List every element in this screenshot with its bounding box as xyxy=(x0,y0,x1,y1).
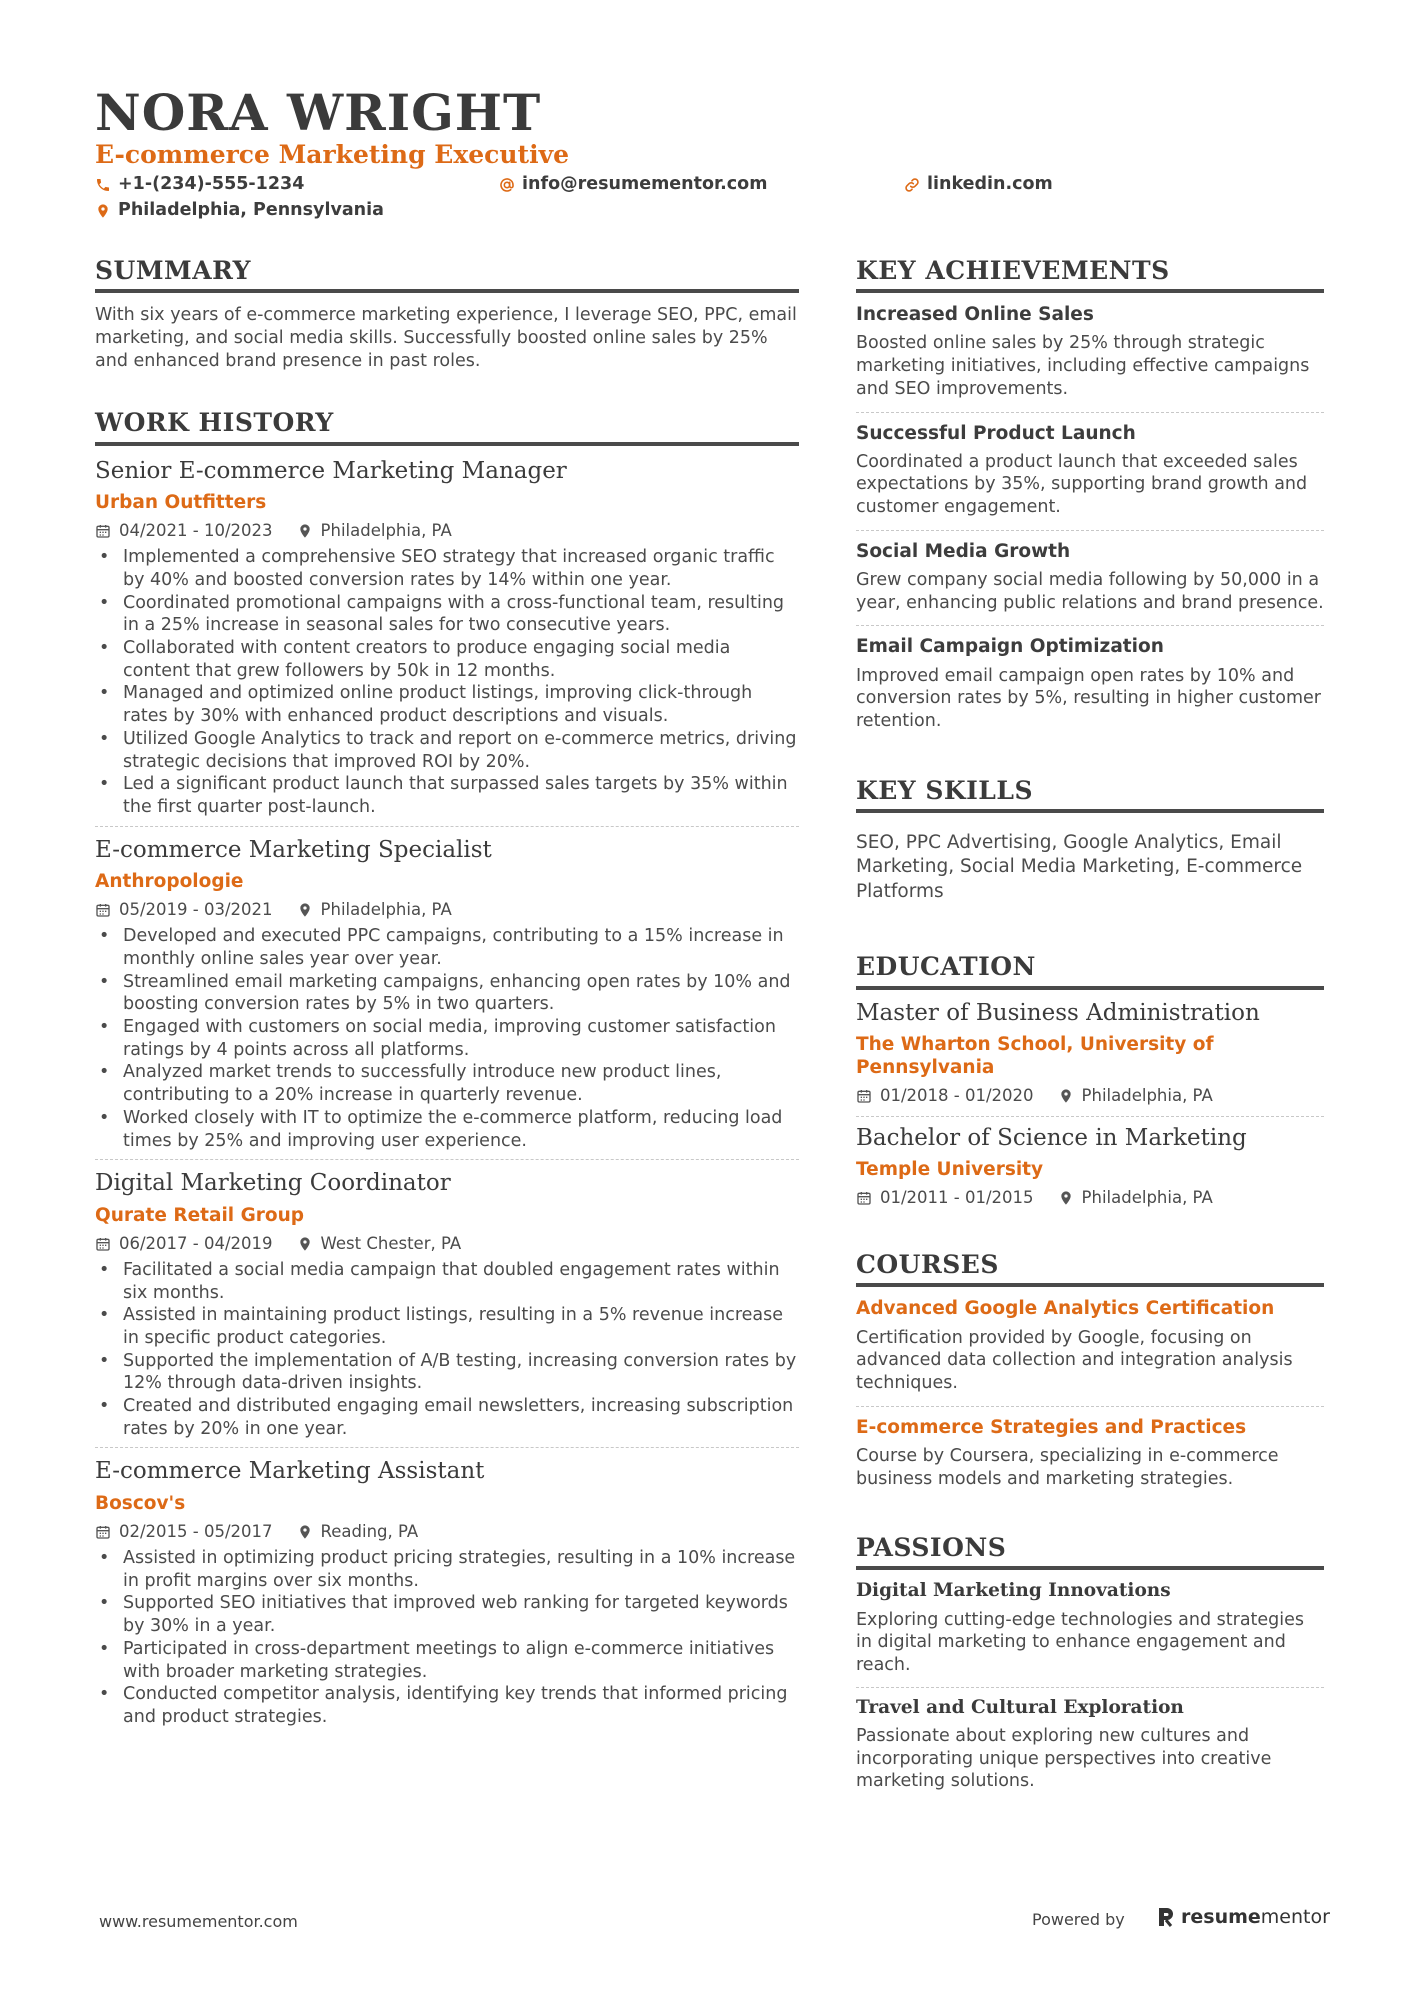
job-location xyxy=(297,1234,462,1254)
summary-heading: SUMMARY xyxy=(95,258,799,293)
footer-url[interactable]: www.resumementor.com xyxy=(99,1912,298,1931)
achievements-heading: KEY ACHIEVEMENTS xyxy=(856,258,1324,293)
right-column xyxy=(856,258,1324,1803)
job-title: Digital Marketing Coordinator xyxy=(95,1170,451,1197)
education-meta xyxy=(856,1086,1324,1106)
job-bullet: • Managed and optimized online product listings, improving click-through rates by 30% with enhanced product descriptions and visuals. xyxy=(95,682,799,727)
location-pin-icon xyxy=(95,203,111,219)
course-item xyxy=(856,1406,1324,1502)
job-title: Senior E-commerce Marketing Manager xyxy=(95,457,567,484)
company-name: Boscov's xyxy=(95,1493,186,1515)
education-meta xyxy=(856,1188,1324,1208)
job-dates-text: 02/2015 - 05/2017 xyxy=(119,1522,273,1542)
job-bullet: • Created and distributed engaging email newsletters, increasing subscription rates by 20% in one year. xyxy=(95,1395,799,1440)
contact-email[interactable] xyxy=(499,176,767,194)
job-meta xyxy=(95,521,799,541)
passion-title: Travel and Cultural Exploration xyxy=(856,1696,1184,1718)
education-list xyxy=(856,992,1324,1218)
education-location-text: Philadelphia, PA xyxy=(1081,1085,1213,1105)
course-title: E-commerce Strategies and Practices xyxy=(856,1416,1247,1438)
job-location xyxy=(297,900,452,920)
degree-name: Bachelor of Science in Marketing xyxy=(856,1124,1247,1151)
company-name: Urban Outfitters xyxy=(95,492,267,514)
brand-logo[interactable] xyxy=(1157,1906,1330,1928)
achievement-item xyxy=(856,530,1324,626)
brand-text-bold: resume xyxy=(1181,1906,1261,1928)
summary-text: With six years of e-commerce marketing experience, I leverage SEO, PPC, email marketing, and social media skills. Successfully boosted online sales by 25% and enhanced brand presence in past roles. xyxy=(95,305,797,371)
passion-item xyxy=(856,1687,1324,1803)
achievement-title: Email Campaign Optimization xyxy=(856,636,1164,658)
company-name: Qurate Retail Group xyxy=(95,1204,305,1226)
job-entry xyxy=(95,1447,799,1735)
achievement-item xyxy=(856,625,1324,743)
job-entry xyxy=(95,826,799,1160)
email-text[interactable]: info@resumementor.com xyxy=(522,174,768,194)
job-bullet: • Utilized Google Analytics to track and report on e-commerce metrics, driving strategic decisions that improved ROI by 20%. xyxy=(95,728,799,773)
job-bullet: • Developed and executed PPC campaigns, contributing to a 15% increase in monthly online sales year over year. xyxy=(95,925,799,970)
calendar-icon xyxy=(856,1088,872,1104)
education-location xyxy=(1058,1188,1213,1208)
passions-section xyxy=(856,1535,1324,1803)
contact-linkedin[interactable] xyxy=(904,176,1053,194)
skills-text: SEO, PPC Advertising, Google Analytics, Email Marketing, Social Media Marketing, E-commerce Platforms xyxy=(856,831,1303,902)
job-location xyxy=(297,1522,419,1542)
job-list xyxy=(95,458,799,1736)
achievements-section xyxy=(856,258,1324,744)
calendar-icon xyxy=(856,1190,872,1206)
job-location-text: West Chester, PA xyxy=(320,1234,462,1254)
calendar-icon xyxy=(95,1524,111,1540)
job-bullets xyxy=(95,925,799,1152)
job-dates-text: 06/2017 - 04/2019 xyxy=(119,1234,273,1254)
education-location xyxy=(1058,1086,1213,1106)
job-bullet: • Facilitated a social media campaign that doubled engagement rates within six months. xyxy=(95,1259,799,1304)
job-bullet: • Streamlined email marketing campaigns, enhancing open rates by 10% and boosting conversion rates by 5% in two quarters. xyxy=(95,971,799,1016)
passion-list xyxy=(856,1571,1324,1803)
school-name: Temple University xyxy=(856,1159,1044,1181)
brand-text xyxy=(1181,1906,1330,1928)
job-location xyxy=(297,521,452,541)
job-dates-text: 04/2021 - 10/2023 xyxy=(119,521,273,541)
job-bullet: • Led a significant product launch that surpassed sales targets by 35% within the first quarter post-launch. xyxy=(95,773,799,818)
job-bullet: • Coordinated promotional campaigns with a cross-functional team, resulting in a 25% increase in seasonal sales for two consecutive years. xyxy=(95,592,799,637)
left-column xyxy=(95,258,799,1736)
achievement-item xyxy=(856,412,1324,530)
brand-text-light: mentor xyxy=(1260,1906,1330,1928)
passion-text: Exploring cutting-edge technologies and strategies in digital marketing to enhance engagement and reach. xyxy=(856,1609,1305,1676)
job-bullet: • Supported SEO initiatives that improved web ranking for targeted keywords by 30% in a year. xyxy=(95,1592,799,1637)
passion-title: Digital Marketing Innovations xyxy=(856,1580,1171,1602)
achievement-text: Coordinated a product launch that exceeded sales expectations by 35%, supporting brand growth and customer engagement. xyxy=(856,451,1308,518)
summary-section xyxy=(95,258,799,372)
location-pin-icon xyxy=(1058,1088,1074,1104)
job-bullets xyxy=(95,546,799,818)
course-item xyxy=(856,1288,1324,1405)
candidate-role: E-commerce Marketing Executive xyxy=(95,140,570,169)
job-bullet: • Participated in cross-department meetings to align e-commerce initiatives with broader marketing strategies. xyxy=(95,1638,799,1683)
job-dates xyxy=(95,900,273,920)
job-bullet: • Engaged with customers on social media, improving customer satisfaction ratings by 4 points across all platforms. xyxy=(95,1016,799,1061)
course-text: Course by Coursera, specializing in e-commerce business models and marketing strategies. xyxy=(856,1445,1279,1489)
skills-heading: KEY SKILLS xyxy=(856,778,1324,813)
job-meta xyxy=(95,1522,799,1542)
location-pin-icon xyxy=(297,1236,313,1252)
education-dates-text: 01/2018 - 01/2020 xyxy=(880,1085,1034,1105)
job-bullet: • Assisted in maintaining product listings, resulting in a 5% revenue increase in specific product categories. xyxy=(95,1304,799,1349)
education-dates xyxy=(856,1188,1034,1208)
phone-icon xyxy=(95,177,111,193)
passion-item xyxy=(856,1571,1324,1686)
job-dates xyxy=(95,1522,273,1542)
passion-text: Passionate about exploring new cultures and incorporating unique perspectives into creative marketing solutions. xyxy=(856,1725,1272,1792)
company-name: Anthropologie xyxy=(95,871,244,893)
calendar-icon xyxy=(95,902,111,918)
calendar-icon xyxy=(95,1236,111,1252)
job-dates-text: 05/2019 - 03/2021 xyxy=(119,900,273,920)
location-text: Philadelphia, Pennsylvania xyxy=(118,200,384,220)
achievement-title: Increased Online Sales xyxy=(856,304,1094,326)
courses-section xyxy=(856,1252,1324,1501)
location-pin-icon xyxy=(297,523,313,539)
job-bullets xyxy=(95,1259,799,1441)
education-dates xyxy=(856,1086,1034,1106)
job-dates xyxy=(95,521,273,541)
job-bullet: • Assisted in optimizing product pricing strategies, resulting in a 10% increase in profit margins over six months. xyxy=(95,1547,799,1592)
location-pin-icon xyxy=(297,1524,313,1540)
achievement-text: Improved email campaign open rates by 10% and conversion rates by 5%, resulting in higher customer retention. xyxy=(856,665,1321,732)
education-location-text: Philadelphia, PA xyxy=(1081,1188,1213,1208)
achievement-item xyxy=(856,294,1324,411)
phone-text: +1-(234)-555-1234 xyxy=(118,174,305,194)
job-bullet: • Conducted competitor analysis, identifying key trends that informed pricing and product strategies. xyxy=(95,1683,799,1728)
job-bullet: • Analyzed market trends to successfully introduce new product lines, contributing to a 20% increase in quarterly revenue. xyxy=(95,1061,799,1106)
resumementor-logo-icon xyxy=(1157,1906,1175,1928)
calendar-icon xyxy=(95,523,111,539)
job-title: E-commerce Marketing Specialist xyxy=(95,836,492,863)
contact-phone xyxy=(95,176,304,194)
education-heading: EDUCATION xyxy=(856,954,1324,989)
course-title: Advanced Google Analytics Certification xyxy=(856,1298,1275,1320)
job-location-text: Reading, PA xyxy=(320,1522,419,1542)
job-bullet: • Implemented a comprehensive SEO strategy that increased organic traffic by 40% and boosted conversion rates by 14% within one year. xyxy=(95,546,799,591)
location-pin-icon xyxy=(297,902,313,918)
job-dates xyxy=(95,1234,273,1254)
degree-name: Master of Business Administration xyxy=(856,999,1260,1026)
location-pin-icon xyxy=(1058,1190,1074,1206)
candidate-name: NORA WRIGHT xyxy=(95,83,542,142)
work-history-section xyxy=(95,410,799,1735)
powered-by-label: Powered by xyxy=(1032,1910,1125,1929)
link-icon xyxy=(904,177,920,193)
passions-heading: PASSIONS xyxy=(856,1535,1324,1570)
at-icon xyxy=(499,177,515,193)
job-entry xyxy=(95,458,799,826)
education-item xyxy=(856,1116,1324,1219)
course-text: Certification provided by Google, focusing on advanced data collection and integration analysis techniques. xyxy=(856,1327,1293,1393)
courses-heading: COURSES xyxy=(856,1252,1324,1287)
work-history-heading: WORK HISTORY xyxy=(95,410,799,445)
achievement-title: Successful Product Launch xyxy=(856,422,1136,444)
course-list xyxy=(856,1288,1324,1501)
job-bullets xyxy=(95,1547,799,1729)
school-name: The Wharton School, University of Pennsylvania xyxy=(856,1034,1214,1078)
achievement-title: Social Media Growth xyxy=(856,540,1071,562)
job-entry xyxy=(95,1159,799,1447)
education-section xyxy=(856,954,1324,1218)
job-location-text: Philadelphia, PA xyxy=(320,900,452,920)
achievement-text: Grew company social media following by 50,000 in a year, enhancing public relations and brand presence. xyxy=(856,570,1324,613)
contact-location xyxy=(95,202,384,220)
achievement-text: Boosted online sales by 25% through strategic marketing initiatives, including effective campaigns and SEO improvements. xyxy=(856,333,1310,399)
job-bullet: • Collaborated with content creators to produce engaging social media content that grew followers by 50k in 12 months. xyxy=(95,637,799,682)
job-title: E-commerce Marketing Assistant xyxy=(95,1458,485,1485)
education-dates-text: 01/2011 - 01/2015 xyxy=(880,1188,1034,1208)
job-meta xyxy=(95,1234,799,1254)
linkedin-text[interactable]: linkedin.com xyxy=(927,174,1053,194)
job-location-text: Philadelphia, PA xyxy=(320,521,452,541)
job-bullet: • Worked closely with IT to optimize the e-commerce platform, reducing load times by 25% and improving user experience. xyxy=(95,1107,799,1152)
achievement-list xyxy=(856,294,1324,743)
skills-section xyxy=(856,775,1324,905)
job-meta xyxy=(95,900,799,920)
education-item xyxy=(856,992,1324,1116)
job-bullet: • Supported the implementation of A/B testing, increasing conversion rates by 12% through data-driven insights. xyxy=(95,1350,799,1395)
